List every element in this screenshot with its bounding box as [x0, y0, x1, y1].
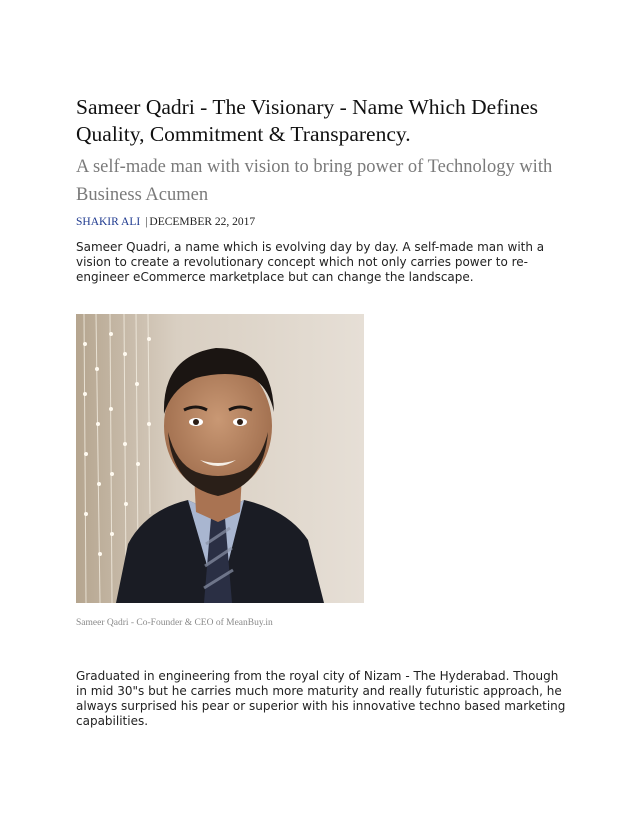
byline-separator: | — [145, 216, 148, 228]
photo-caption: Sameer Qadri - Co-Founder & CEO of MeanBuy.in — [76, 618, 273, 628]
portrait-photo — [76, 314, 364, 603]
article-byline — [76, 216, 255, 228]
article-subtitle: A self-made man with vision to bring power of Technology with Business Acumen — [76, 157, 553, 205]
article-title: Sameer Qadri - The Visionary - Name Which Defines Quality, Commitment & Transparency. — [76, 95, 539, 146]
bio-paragraph: Graduated in engineering from the royal city of Nizam - The Hyderabad. Though in mid 30"s but he carries much more maturity and really futuristic approach, he always surprised his pear or superior with his innovative techno based marketing capabilities. — [76, 669, 566, 728]
intro-paragraph: Sameer Quadri, a name which is evolving day by day. A self-made man with a vision to create a revolutionary concept which not only carries power to re-engineer eCommerce marketplace but can change the landscape. — [76, 240, 545, 284]
publish-date: DECEMBER 22, 2017 — [149, 216, 256, 228]
author-link[interactable]: SHAKIR ALI — [76, 216, 141, 228]
